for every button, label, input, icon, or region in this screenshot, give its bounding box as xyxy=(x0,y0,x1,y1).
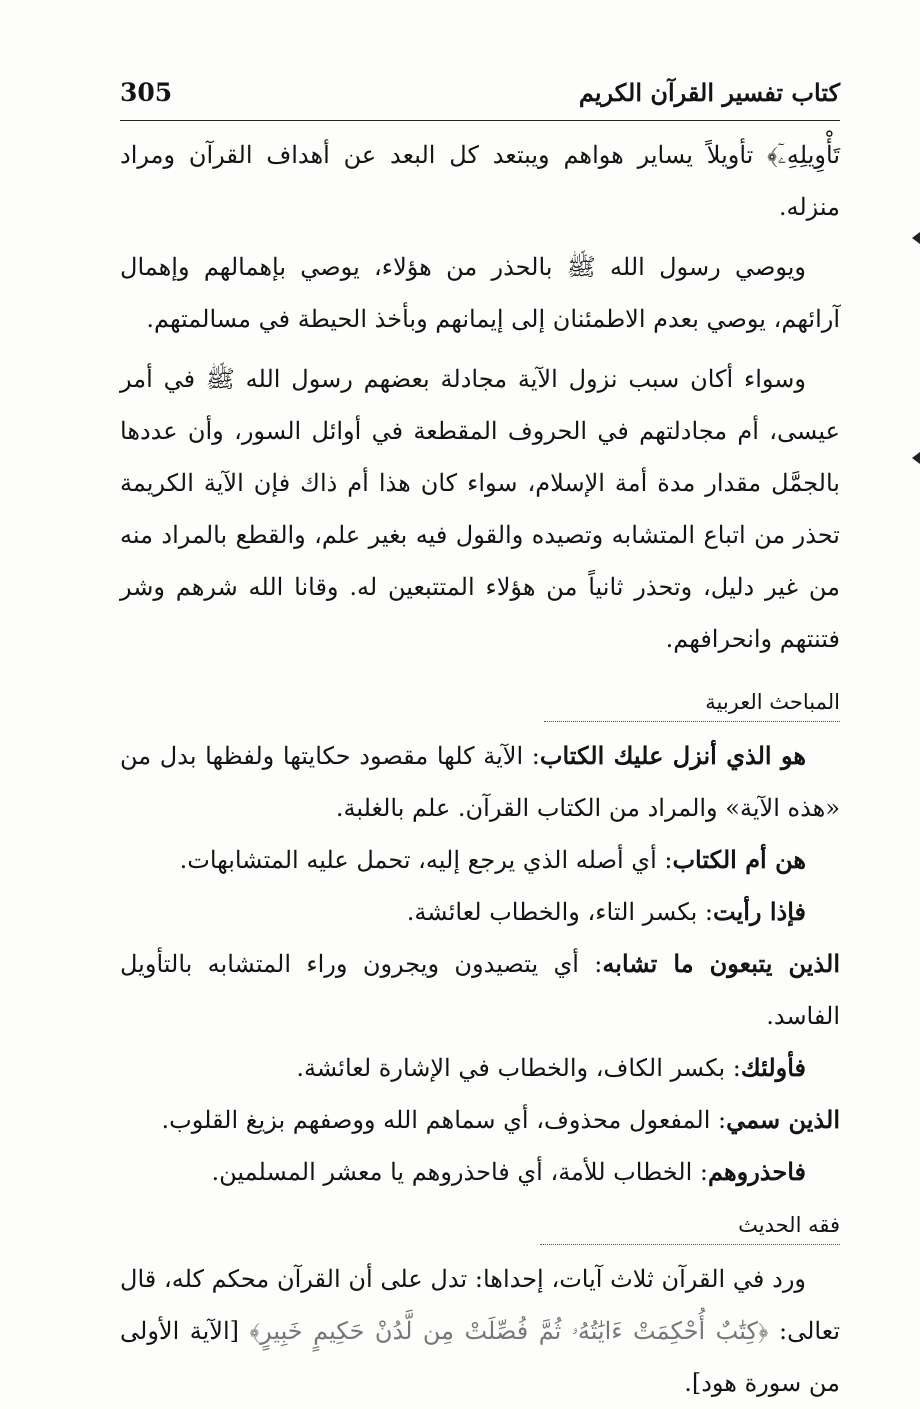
definition-term: فاحذروهم xyxy=(707,1157,806,1186)
page-header xyxy=(120,78,840,121)
section-title-arabic-topics: المباحث العربية xyxy=(544,685,840,722)
definition-text: : أي أصله الذي يرجع إليه، تحمل عليه المتشابهات. xyxy=(179,846,673,874)
book-page xyxy=(120,78,840,1409)
definition-term: فأولئك xyxy=(740,1053,806,1082)
margin-mark-lower xyxy=(912,452,920,464)
paragraph-end: [الآية الأولى من سورة هود]. xyxy=(120,1317,840,1397)
definition-text: : أي يتصيدون ويجرون وراء المتشابه بالتأويل الفاسد. xyxy=(120,950,840,1030)
definition-text: : المفعول محذوف، أي سماهم الله ووصفهم بزيغ القلوب. xyxy=(161,1106,727,1134)
quran-verse: ﴿كِتَٰبٌ أُحْكِمَتْ ءَايَٰتُهُۥ ثُمَّ فُصِّلَتْ مِن لَّدُنْ حَكِيمٍ خَبِيرٍ﴾ xyxy=(249,1317,769,1345)
intro-paragraph-3: وسواء أكان سبب نزول الآية مجادلة بعضهم رسول الله ﷺ في أمر عيسى، أم مجادلتهم في الحروف المقطعة في أوائل السور، وأن عددها بالجمَّل مقدار مدة أمة الإسلام، سواء كان هذا أم ذاك فإن الآية الكريمة تحذر من اتباع المتشابه وتصيده والقول فيه بغير علم، والقطع بالمراد منه من غير دليل، وتحذر ثانياً من هؤلاء المتتبعين له. وقانا الله شرهم وشر فتنتهم وانحرافهم. xyxy=(120,365,840,653)
definition-item xyxy=(120,1042,840,1094)
definition-item xyxy=(120,938,840,1042)
definition-item xyxy=(120,834,840,886)
definition-item xyxy=(120,730,840,834)
definition-item xyxy=(120,1146,840,1198)
page-number: 305 xyxy=(120,78,173,107)
definition-item xyxy=(120,886,840,938)
definition-text: : بكسر الكاف، والخطاب في الإشارة لعائشة. xyxy=(296,1054,741,1082)
section-title-hadith-jurisprudence: فقه الحديث xyxy=(540,1208,840,1245)
definition-term: فإذا رأيت xyxy=(713,897,806,926)
definition-text: : بكسر التاء، والخطاب لعائشة. xyxy=(406,898,713,926)
jurisprudence-paragraph xyxy=(120,1253,840,1409)
margin-mark-upper xyxy=(912,232,920,244)
definition-text: : الخطاب للأمة، أي فاحذروهم يا معشر المسلمين. xyxy=(211,1158,708,1186)
running-title: كتاب تفسير القرآن الكريم xyxy=(578,78,840,107)
intro-paragraph-2: ويوصي رسول الله ﷺ بالحذر من هؤلاء، يوصي بإهمالهم وإهمال آرائهم، يوصي بعدم الاطمئنان إلى إيمانهم وبأخذ الحيطة في مسالمتهم. xyxy=(120,253,840,333)
definition-term: الذين يتبعون ما تشابه xyxy=(602,949,840,978)
paragraph-start: ورد في القرآن ثلاث آيات، إحداها: تدل على أن القرآن محكم كله، قال تعالى: xyxy=(120,1265,840,1345)
intro-paragraph-1: تَأْوِيلِهِۦٓ﴾ تأويلاً يساير هواهم ويبتعد كل البعد عن أهداف القرآن ومراد منزله. xyxy=(120,141,840,221)
definition-text: : الآية كلها مقصود حكايتها ولفظها بدل من «هذه الآية» والمراد من الكتاب القرآن. علم بالغلبة. xyxy=(120,742,840,822)
definition-term: الذين سمي xyxy=(726,1105,840,1134)
definition-term: هو الذي أنزل عليك الكتاب xyxy=(539,741,806,770)
definition-item xyxy=(120,1094,840,1146)
definition-term: هن أم الكتاب xyxy=(672,845,806,874)
